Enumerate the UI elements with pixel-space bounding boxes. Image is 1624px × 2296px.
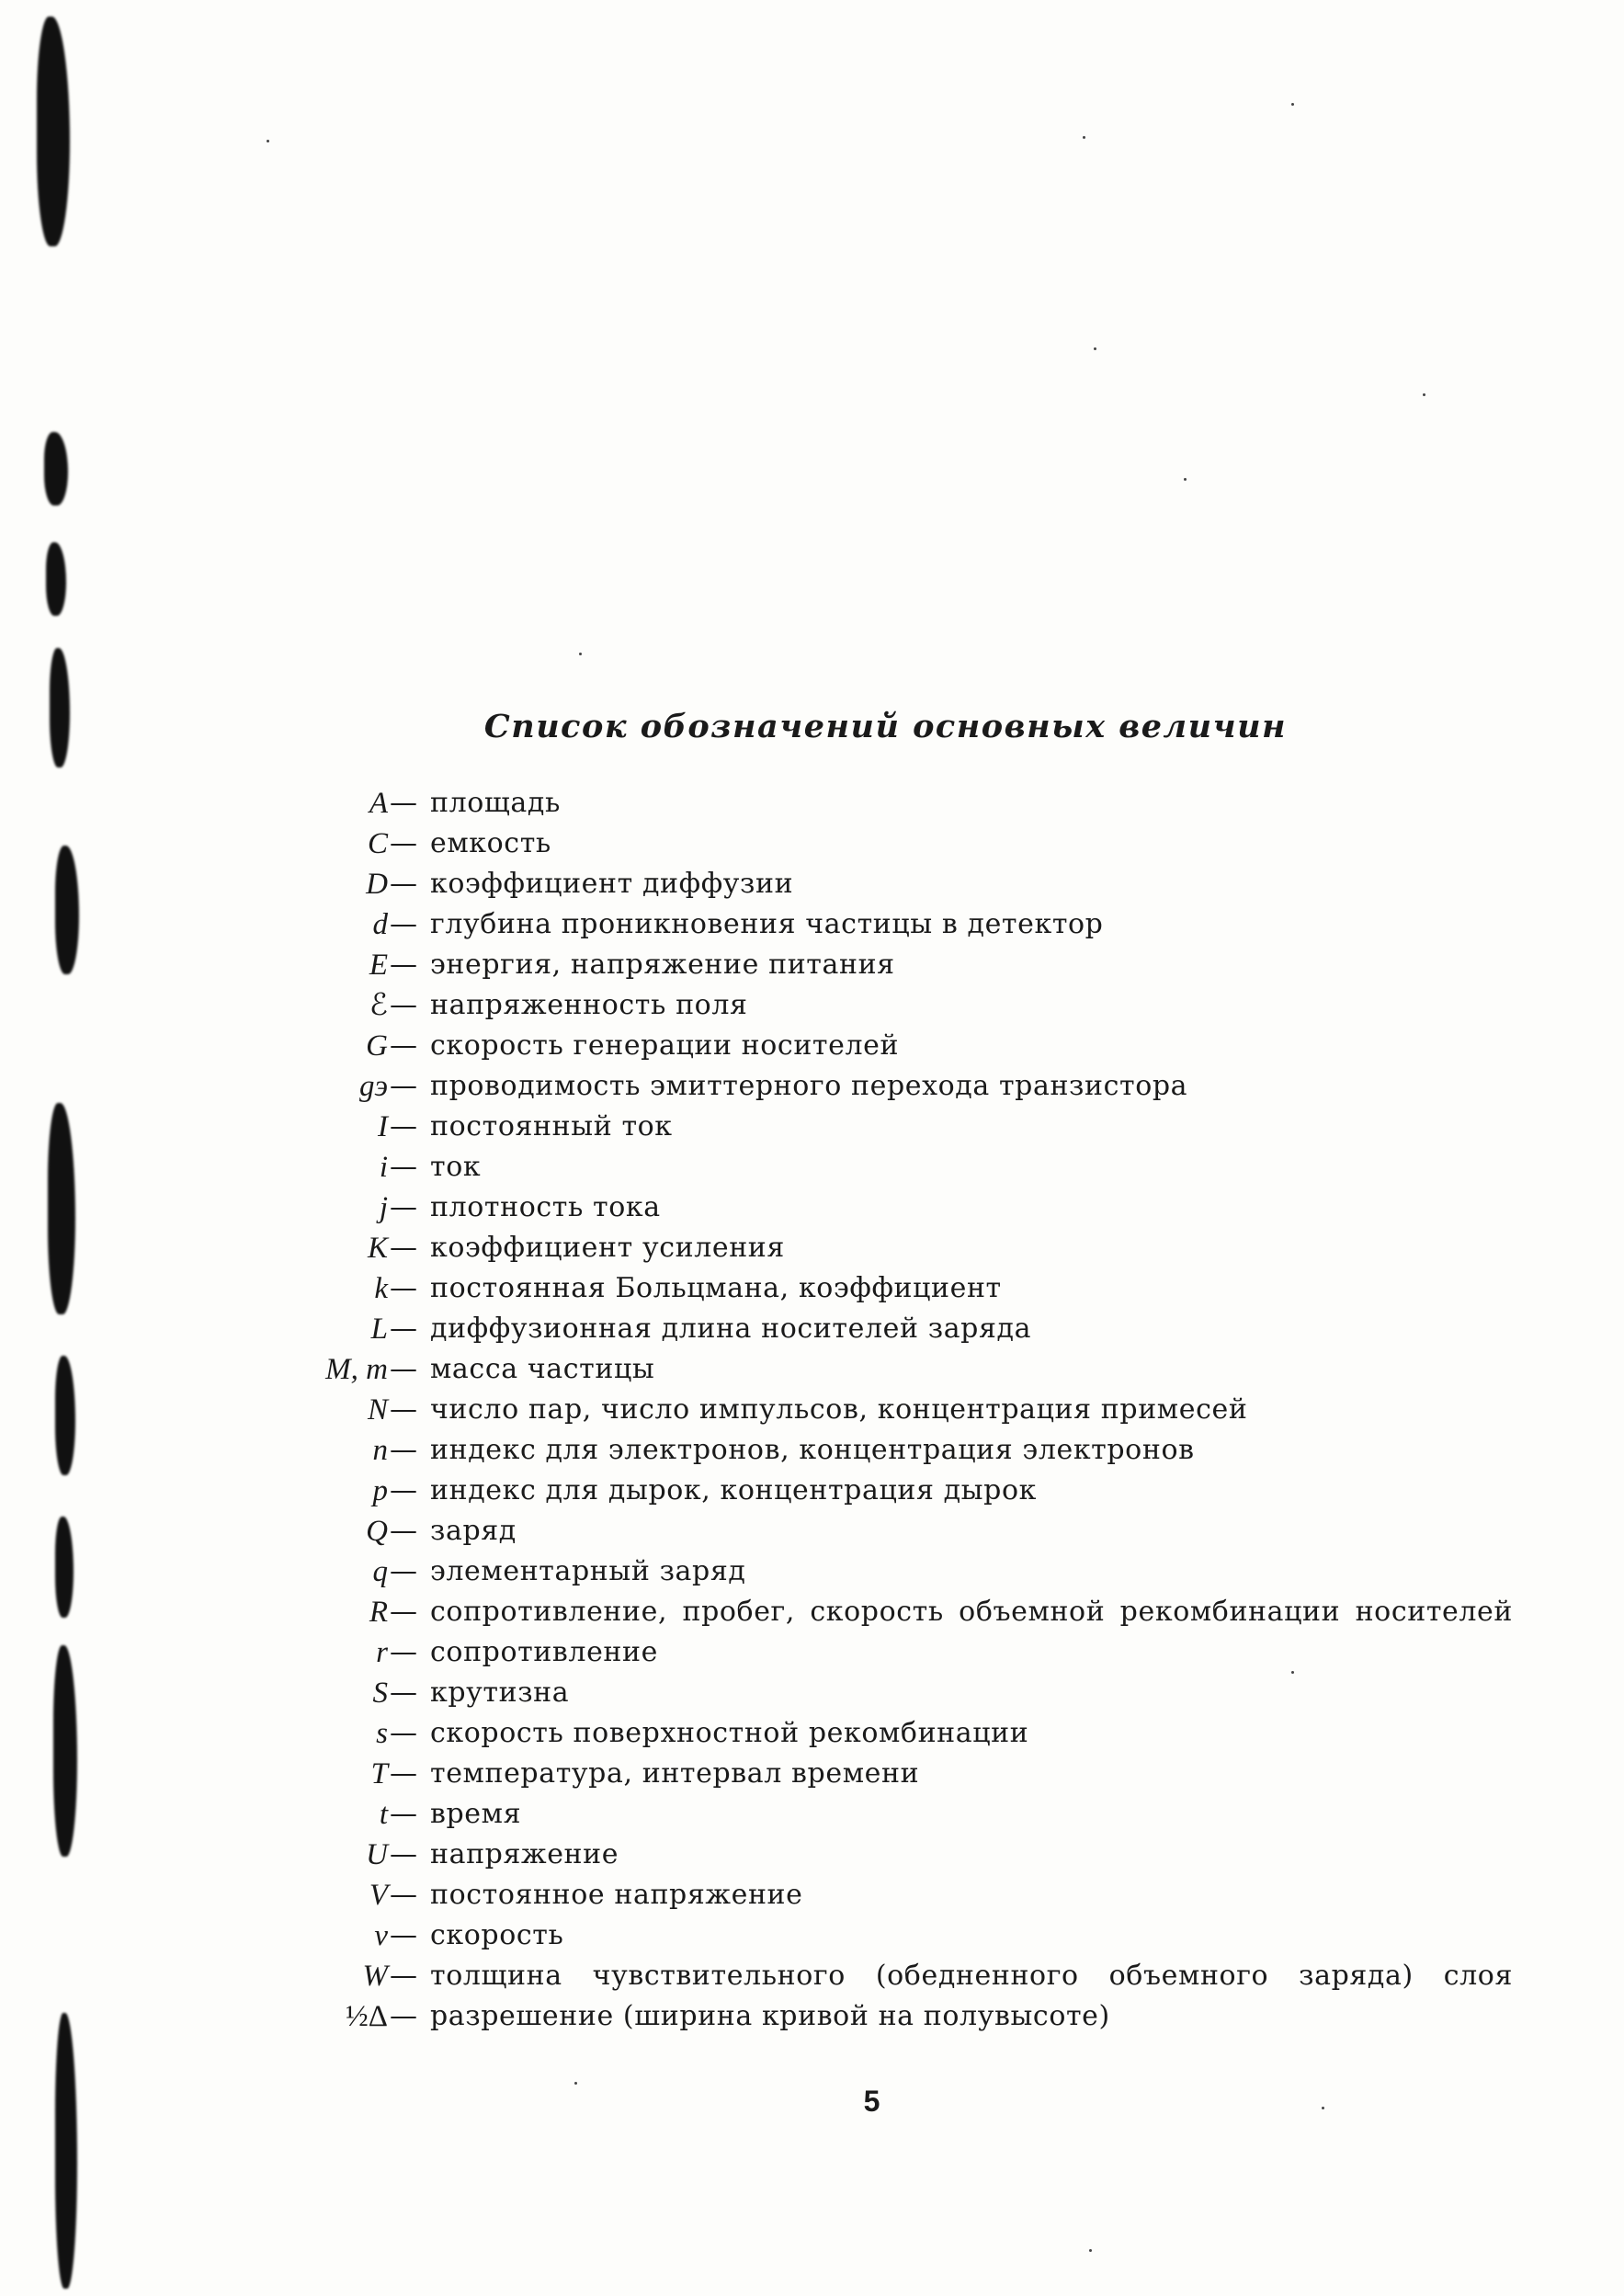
description: температура, интервал времени (430, 1757, 920, 1790)
scan-binding-shadow (44, 432, 68, 506)
symbol: r (376, 1636, 388, 1669)
description: индекс для электронов, концентрация электронов (430, 1434, 1195, 1466)
dash: — (390, 1555, 417, 1587)
list-item (0, 1713, 1624, 1754)
list-item (0, 1794, 1624, 1835)
symbol: Q (366, 1515, 388, 1548)
list-item (0, 1066, 1624, 1107)
description: постоянная Больцмана, коэффициент (430, 1272, 1002, 1304)
list-item (0, 1754, 1624, 1794)
symbol: n (372, 1434, 388, 1467)
list-item (0, 1592, 1624, 1632)
dash: — (390, 1070, 417, 1102)
list-item (0, 1632, 1624, 1673)
dash: — (390, 1677, 417, 1709)
dash: — (390, 1757, 417, 1790)
dash: — (390, 1960, 417, 1992)
symbol: K (367, 1232, 388, 1265)
dash: — (390, 1434, 417, 1466)
symbol: ½Δ (346, 2000, 388, 2033)
symbol: T (370, 1757, 388, 1790)
description: ток (430, 1151, 482, 1183)
list-item (0, 1107, 1624, 1147)
description: энергия, напряжение питания (430, 949, 895, 981)
dash: — (390, 949, 417, 981)
list-item (0, 1996, 1624, 2037)
dash: — (390, 1919, 417, 1951)
symbol: R (369, 1596, 388, 1629)
list-item (0, 1349, 1624, 1390)
dash: — (390, 1029, 417, 1062)
scan-speck (1094, 347, 1096, 350)
symbol: E (369, 949, 388, 982)
dash: — (390, 1474, 417, 1506)
dash: — (390, 989, 417, 1021)
symbol: D (366, 868, 388, 901)
description: коэффициент диффузии (430, 868, 794, 900)
dash: — (390, 2000, 417, 2032)
symbol: M, m (325, 1353, 388, 1386)
dash: — (390, 1272, 417, 1304)
list-item (0, 1147, 1624, 1188)
list-item (0, 1228, 1624, 1268)
dash: — (390, 908, 417, 940)
scan-speck (1089, 2249, 1092, 2252)
dash: — (390, 1717, 417, 1749)
list-item (0, 1268, 1624, 1309)
list-item (0, 1552, 1624, 1592)
symbol: V (369, 1879, 388, 1912)
symbol: q (372, 1555, 388, 1588)
description: проводимость эмиттерного перехода транзистора (430, 1070, 1188, 1102)
symbol: k (374, 1272, 388, 1305)
description: крутизна (430, 1677, 570, 1709)
dash: — (390, 1110, 417, 1142)
list-item (0, 1188, 1624, 1228)
dash: — (390, 1191, 417, 1223)
symbol: t (379, 1798, 388, 1831)
list-item (0, 1875, 1624, 1915)
list-item (0, 945, 1624, 985)
list-item (0, 985, 1624, 1026)
symbol: j (379, 1191, 388, 1224)
symbol-list (0, 783, 1624, 2037)
symbol: ℰ (369, 989, 388, 1022)
scan-speck (1083, 136, 1085, 139)
list-item (0, 1471, 1624, 1511)
page-title: Список обозначений основных величин (483, 708, 1288, 745)
description: скорость генерации носителей (430, 1029, 900, 1062)
description: глубина проникновения частицы в детектор (430, 908, 1104, 940)
list-item (0, 824, 1624, 864)
symbol: A (369, 787, 388, 820)
list-item (0, 1673, 1624, 1713)
dash: — (390, 1151, 417, 1183)
description: диффузионная длина носителей заряда (430, 1313, 1032, 1345)
list-item (0, 1026, 1624, 1066)
description: напряженность поля (430, 989, 748, 1021)
list-item (0, 1309, 1624, 1349)
list-item (0, 1430, 1624, 1471)
scan-speck (1291, 103, 1294, 106)
description: постоянное напряжение (430, 1879, 803, 1911)
symbol: N (367, 1393, 388, 1426)
description: индекс для дырок, концентрация дырок (430, 1474, 1037, 1506)
dash: — (390, 868, 417, 900)
symbol: C (367, 827, 388, 860)
scan-speck (1184, 478, 1187, 481)
description: время (430, 1798, 522, 1830)
description: емкость (430, 827, 551, 859)
symbol: I (378, 1110, 388, 1143)
dash: — (390, 1879, 417, 1911)
dash: — (390, 1515, 417, 1547)
symbol: v (374, 1919, 388, 1952)
symbol: gэ (358, 1070, 388, 1103)
scan-speck (267, 140, 269, 142)
list-item (0, 1390, 1624, 1430)
dash: — (390, 1353, 417, 1385)
dash: — (390, 1393, 417, 1426)
dash: — (390, 1313, 417, 1345)
dash: — (390, 827, 417, 859)
symbol: i (379, 1151, 388, 1184)
description: скорость поверхностной рекомбинации (430, 1717, 1029, 1749)
dash: — (390, 1838, 417, 1870)
page-number: 5 (863, 2085, 880, 2118)
description: сопротивление (430, 1636, 658, 1668)
scan-speck (579, 653, 582, 655)
list-item (0, 783, 1624, 824)
scan-binding-shadow (37, 17, 70, 246)
description: число пар, число импульсов, концентрация примесей (430, 1393, 1248, 1426)
description: разрешение (ширина кривой на полувысоте) (430, 2000, 1110, 2032)
symbol: U (366, 1838, 388, 1871)
description: коэффициент усиления (430, 1232, 785, 1264)
dash: — (390, 787, 417, 819)
symbol: W (362, 1960, 388, 1993)
list-item (0, 1511, 1624, 1552)
dash: — (390, 1232, 417, 1264)
description: напряжение (430, 1838, 619, 1870)
scan-binding-shadow (46, 542, 66, 616)
symbol: L (370, 1313, 388, 1346)
symbol: G (366, 1029, 388, 1063)
list-item (0, 1915, 1624, 1956)
description: сопротивление, пробег, скорость объемной рекомбинации носителей (430, 1596, 1513, 1628)
description: площадь (430, 787, 561, 819)
symbol: s (376, 1717, 388, 1750)
description: постоянный ток (430, 1110, 673, 1142)
list-item (0, 864, 1624, 904)
list-item (0, 1835, 1624, 1875)
symbol: S (372, 1677, 388, 1710)
dash: — (390, 1596, 417, 1628)
description: заряд (430, 1515, 517, 1547)
symbol: d (372, 908, 388, 941)
symbol: p (372, 1474, 388, 1507)
description: элементарный заряд (430, 1555, 746, 1587)
description: плотность тока (430, 1191, 661, 1223)
description: масса частицы (430, 1353, 655, 1385)
scan-binding-shadow (55, 2013, 77, 2289)
description: скорость (430, 1919, 564, 1951)
dash: — (390, 1798, 417, 1830)
description: толщина чувствительного (обедненного объемного заряда) слоя (430, 1960, 1513, 1992)
list-item (0, 1956, 1624, 1996)
dash: — (390, 1636, 417, 1668)
scan-speck (1423, 393, 1425, 396)
list-item (0, 904, 1624, 945)
